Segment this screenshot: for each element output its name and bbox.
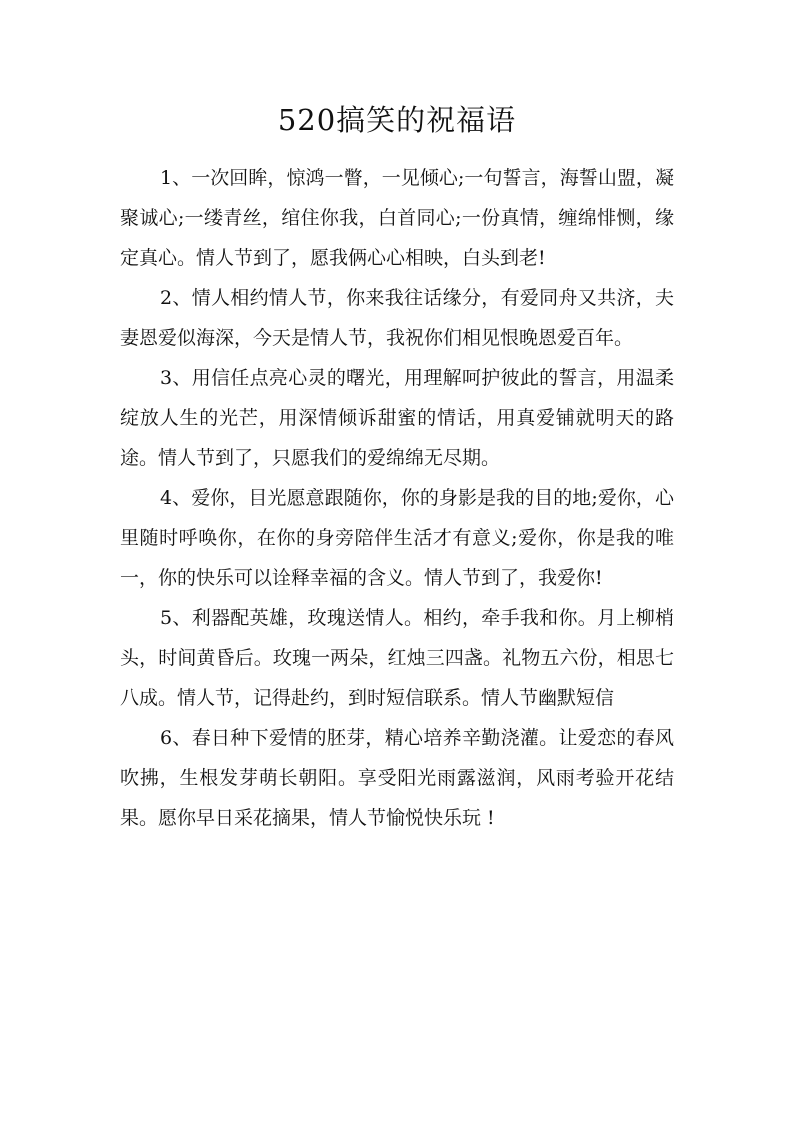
paragraph-6: 6、春日种下爱情的胚芽，精心培养辛勤浇灌。让爱恋的春风吹拂，生根发芽萌长朝阳。享受阳光雨露滋润，风雨考验开花结果。愿你早日采花摘果，情人节愉悦快乐玩 ! xyxy=(120,727,674,829)
paragraph-1: 1、一次回眸，惊鸿一瞥，一见倾心;一句誓言，海誓山盟，凝聚诚心;一缕青丝，绾住你我，白首同心;一份真情，缠绵悱恻，缘定真心。情人节到了，愿我俩心心相映，白头到老! xyxy=(120,167,674,269)
paragraph-4: 4、爱你，目光愿意跟随你，你的身影是我的目的地;爱你，心里随时呼唤你，在你的身旁陪伴生活才有意义;爱你，你是我的唯一，你的快乐可以诠释幸福的含义。情人节到了，我爱你! xyxy=(120,487,674,589)
paragraph-5: 5、利器配英雄，玫瑰送情人。相约，牵手我和你。月上柳梢头，时间黄昏后。玫瑰一两朵，红烛三四盏。礼物五六份，相思七八成。情人节，记得赴约，到时短信联系。情人节幽默短信 xyxy=(120,607,674,709)
paragraph-3: 3、用信任点亮心灵的曙光，用理解呵护彼此的誓言，用温柔绽放人生的光芒，用深情倾诉甜蜜的情话，用真爱铺就明天的路途。情人节到了，只愿我们的爱绵绵无尽期。 xyxy=(120,367,674,469)
document-title: 520搞笑的祝福语 xyxy=(277,103,517,137)
paragraph-2: 2、情人相约情人节，你来我往话缘分，有爱同舟又共济，夫妻恩爱似海深，今天是情人节，我祝你们相见恨晚恩爱百年。 xyxy=(120,287,674,349)
